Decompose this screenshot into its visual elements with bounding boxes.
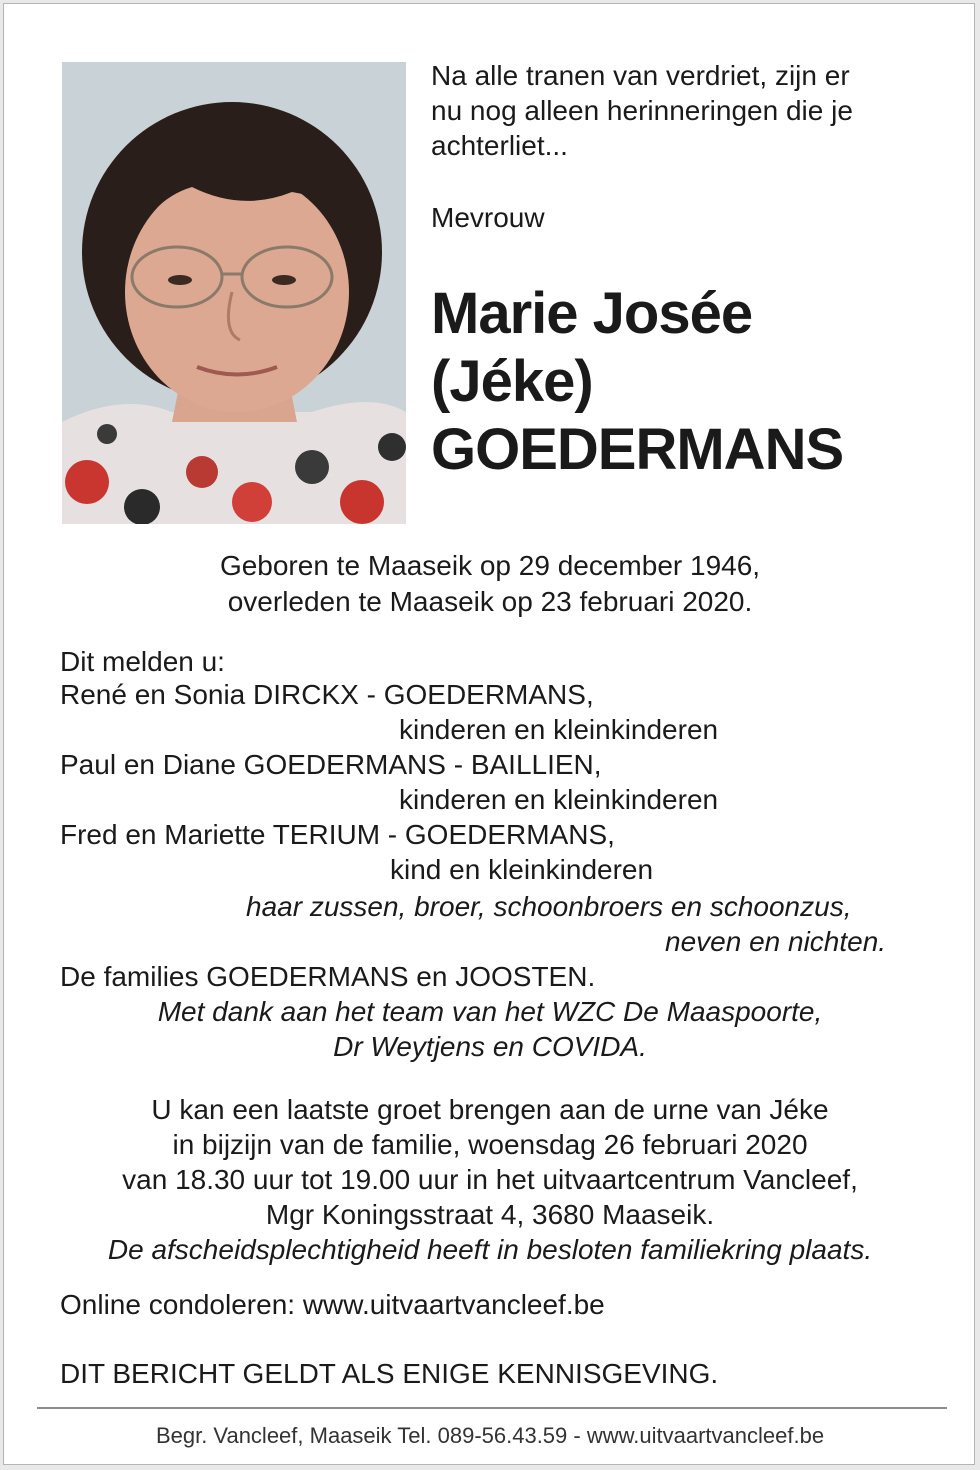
birth-text: Geboren te Maaseik op 29 december 1946, xyxy=(219,550,761,581)
footer-text: Begr. Vancleef, Maaseik Tel. 089-56.43.59 - www.uitvaartvancleef.be xyxy=(155,1423,825,1448)
family-3-sub: kind en kleinkinderen xyxy=(390,854,654,885)
visit-line-1: U kan een laatste groet brengen aan de urne van Jéke xyxy=(151,1094,829,1125)
thanks-line-1: Met dank aan het team van het WZC De Maaspoorte, xyxy=(157,996,823,1027)
divider xyxy=(37,1407,947,1409)
name-line-1: Marie Josée xyxy=(431,281,753,346)
visit-line-2: in bijzijn van de familie, woensdag 26 februari 2020 xyxy=(172,1129,808,1160)
portrait-photo xyxy=(62,62,406,524)
siblings: haar zussen, broer, schoonbroers en schoonzus, xyxy=(246,891,852,922)
death-text: overleden te Maaseik op 23 februari 2020. xyxy=(227,586,753,617)
thanks-line-2: Dr Weytjens en COVIDA. xyxy=(333,1031,647,1062)
announce-intro: Dit melden u: xyxy=(60,646,225,677)
quote-line: Na alle tranen van verdriet, zijn er xyxy=(431,60,850,91)
family-1: René en Sonia DIRCKX - GOEDERMANS, xyxy=(60,679,594,710)
quote-line: achterliet... xyxy=(431,130,568,161)
family-3: Fred en Mariette TERIUM - GOEDERMANS, xyxy=(60,819,615,850)
quote-line: nu nog alleen herinneringen die je xyxy=(431,95,853,126)
families: De families GOEDERMANS en JOOSTEN. xyxy=(60,961,596,992)
visit-line-5: De afscheidsplechtigheid heeft in besloten familiekring plaats. xyxy=(107,1234,873,1265)
obituary-card xyxy=(3,3,975,1465)
visit-line-3: van 18.30 uur tot 19.00 uur in het uitvaartcentrum Vancleef, xyxy=(122,1164,858,1195)
family-1-sub: kinderen en kleinkinderen xyxy=(399,714,719,745)
notice: DIT BERICHT GELDT ALS ENIGE KENNISGEVING. xyxy=(60,1358,719,1389)
family-2-sub: kinderen en kleinkinderen xyxy=(399,784,719,815)
name-line-2: (Jéke) xyxy=(431,349,593,414)
visit-line-4: Mgr Koningsstraat 4, 3680 Maaseik. xyxy=(265,1199,715,1230)
deceased-name xyxy=(431,280,951,484)
quote xyxy=(431,58,951,163)
honorific: Mevrouw xyxy=(431,202,545,233)
name-line-3: GOEDERMANS xyxy=(431,417,844,482)
online-condolences: Online condoleren: www.uitvaartvancleef.be xyxy=(60,1289,605,1320)
family-2: Paul en Diane GOEDERMANS - BAILLIEN, xyxy=(60,749,602,780)
cousins: neven en nichten. xyxy=(665,926,887,957)
